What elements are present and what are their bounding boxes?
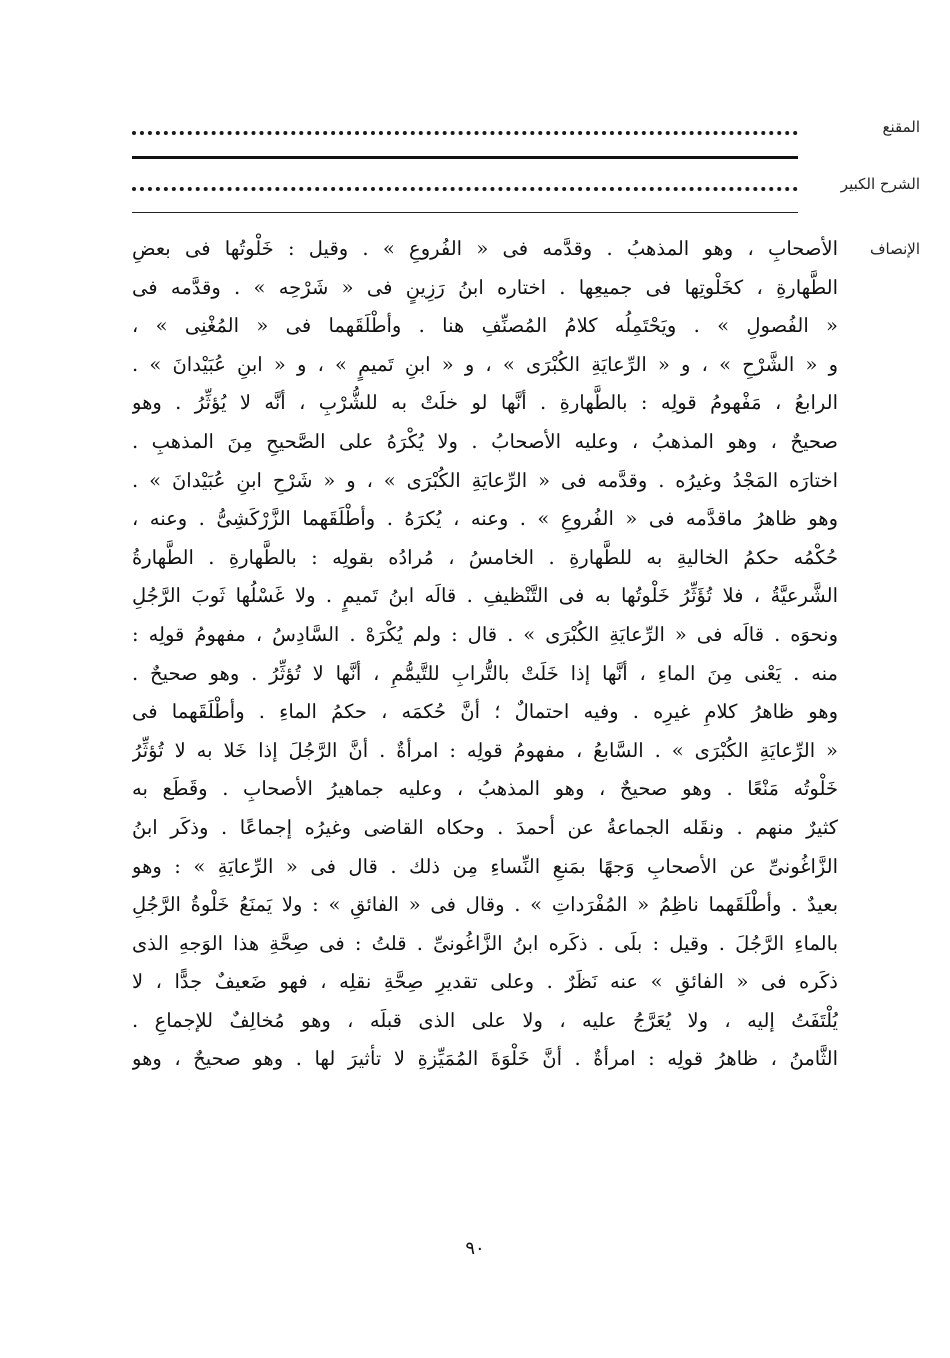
text-line: ذكَره فى « الفائقِ » عنه نَظَرٌ . وعلى تقديرِ صِحَّةِ نقلِه ، فهو ضَعيفٌ جدًّا ، لا xyxy=(132,970,838,994)
text-line: و « الشَّرْحِ » ، و « الرِّعايَةِ الكُبْرَى » ، و « ابنِ تَميمٍ » ، و « ابنِ عُبَيْدانَ » . xyxy=(132,352,838,376)
text-line: اختارَه المَجْدُ وغيرُه . وقدَّمه فى « الرِّعايَةِ الكُبْرَى » ، و « شَرْحِ ابنِ عُبَيْدانَ » . xyxy=(132,468,838,492)
text-line: خَلْوتُه مَنْعًا . وهو صحيحٌ ، وهو المذهبُ ، وعليه جماهيرُ الأصحابِ . وقَطَع به xyxy=(132,777,838,801)
text-line: وهو ظاهرُ ماقدَّمه فى « الفُروعِ » . وعنه ، يُكرَهُ . وأطْلَقَهما الزَّرْكَشِىُّ . وعنه ، xyxy=(132,507,838,531)
section-label-sharh-kabir: الشرح الكبير xyxy=(840,175,920,193)
text-line: الثَّامنُ ، ظاهرُ قولِه : امرأةٌ . أنَّ خَلْوَةَ المُمَيِّزةِ لا تأثيرَ لها . وهو صحيحٌ ، وهو xyxy=(132,1047,838,1071)
text-line: بالماءِ الرَّجُلَ . وقيل : بلَى . ذكَره ابنُ الزَّاغُونىِّ . قلتُ : فى صِحَّةِ هذا الوَجهِ الذى xyxy=(132,931,838,955)
text-line: الطَّهارةِ ، كخَلْوتِها فى جميعِها . اختاره ابنُ رَزِينٍ فى « شَرْحِه » . وقدَّمه فى xyxy=(132,275,838,299)
text-line: يُلْتَفَتُ إليه ، ولا يُعَرَّجُ عليه ، ولا على الذى قبلَه ، وهو مُخالِفٌ للإجماعِ . xyxy=(132,1008,838,1032)
dotted-placeholder-line xyxy=(132,187,798,191)
text-line: الشَّرعيَّةُ ، فلا تُؤَثِّرُ خَلْوتُها به فى التَّنْظيفِ . قالَه ابنُ تَميمٍ . ولا غَسْلُها ثَوبَ الرَّجُلِ xyxy=(132,584,838,608)
text-line: حُكْمُه حكمُ الخاليةِ به للطَّهارةِ . الخامسُ ، مُرادُه بقولِه : بالطَّهارةِ . الطَّهارةُ xyxy=(132,545,838,569)
text-line: وهو ظاهرُ كلامِ غيرِه . وفيه احتمالٌ ؛ أنَّ حُكمَه ، حكمُ الماءِ . وأطْلَقَهما فى xyxy=(132,700,838,724)
text-line: كثيرٌ منهم . ونقَله الجماعةُ عن أحمدَ . وحكاه القاضى وغيرُه إجماعًا . وذكَر ابنُ xyxy=(132,815,838,839)
section-label-muqni: المقنع xyxy=(882,118,920,136)
text-line: الأصحابِ ، وهو المذهبُ . وقدَّمه فى « الفُروعِ » . وقيل : خَلْوتُها فى بعضِ xyxy=(132,237,838,260)
text-line: الزَّاغُونىِّ عن الأصحابِ وَجهًا بمَنعِ النِّساءِ مِن ذلك . قال فى « الرِّعايَةِ » : وهو xyxy=(132,854,838,878)
text-line: ونحوَه . قالَه فى « الرِّعايَةِ الكُبْرَى » . قال : ولم يُكْرَهْ . السَّادِسُ ، مفهومُ قولِه : xyxy=(132,622,838,646)
text-line: بعيدٌ . وأطْلَقَهما ناظِمُ « المُفْرَداتِ » . وقال فى « الفائقِ » : ولا يَمنَعُ خَلْوةُ الرَّجُلِ xyxy=(132,893,838,917)
dotted-placeholder-line xyxy=(132,131,798,135)
text-line: الرابعُ ، مَفْهومُ قولِه : بالطَّهارةِ . أنَّها لو خلَتْ به للشُّرْبِ ، أنَّه لا يُؤثِّرُ . وهو xyxy=(132,391,838,415)
divider-thin xyxy=(132,212,798,213)
section-label-insaf: الإنصاف xyxy=(869,240,920,258)
divider-thick xyxy=(132,156,798,159)
text-line: منه . يَعْنى مِنَ الماءِ ، أنَّها إذا خَلَتْ بالتُّرابِ للتَّيمُّمِ ، أنَّها لا تُؤثِّرُ . وهو صحيحٌ . xyxy=(132,661,838,685)
text-line: « الفُصولِ » . ويَحْتَمِلُه كلامُ المُصنِّفِ هنا . وأطْلَقَهما فى « المُغْنِى » ، xyxy=(132,314,838,338)
page-number: ٩٠ xyxy=(465,1238,485,1259)
text-line: « الرِّعايَةِ الكُبْرَى » . السَّابعُ ، مفهومُ قولِه : امرأةٌ . أنَّ الرَّجُلَ إذا خَلا به لا تُؤثِّرُ xyxy=(132,738,838,762)
insaf-body-text xyxy=(132,230,838,1079)
text-line: صحيحٌ ، وهو المذهبُ ، وعليه الأصحابُ . ولا يُكْرَهُ على الصَّحيحِ مِنَ المذهبِ . xyxy=(132,429,838,453)
